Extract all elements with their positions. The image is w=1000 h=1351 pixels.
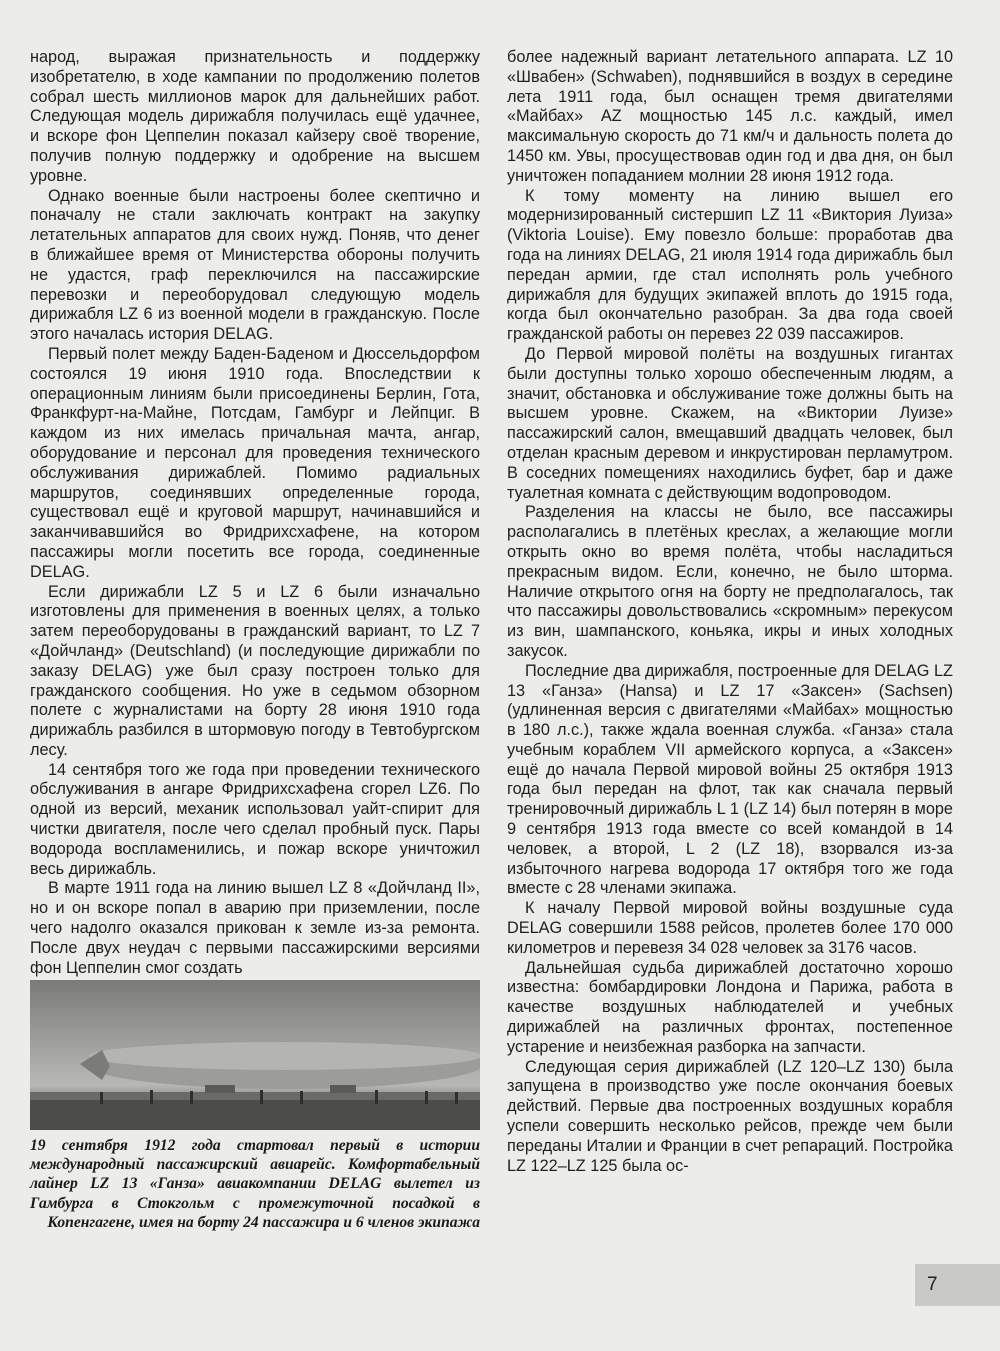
paragraph: Следующая серия дирижаблей (LZ 120–LZ 130) была запущена в производство уже после окончания боевых действий. Первые два построенных воздушных корабля успели совершить несколько рейсов, прежде чем были переданы Италии и Франции в счет репараций. Постройка LZ 122–LZ 125 была ос- [507, 1057, 953, 1175]
horizon [30, 1092, 480, 1100]
ground [30, 1098, 480, 1130]
right-column [507, 48, 953, 1176]
paragraph: народ, выражая признательность и поддержку изобретателю, в ходе кампании по продолжению полетов собрал шесть миллионов марок для дальнейших работ. Следующая модель дирижабля получилась ещё удачнее, и вскоре фон Цеппелин показал кайзеру своё творение, получив полную поддержку и одобрение на высшем уровне. [30, 48, 480, 185]
paragraph: Если дирижабли LZ 5 и LZ 6 были изначально изготовлены для применения в военных целях, а только затем переоборудованы в гражданский вариант, то LZ 7 «Дойчланд» (Deutschland) (и последующие дирижабли по заказу DELAG) уже был сразу построен только для гражданского сообщения. Но уже в седьмом обзорном полете с журналистами на борту 28 июня 1910 года дирижабль разбился в штормовую погоду в Тевтобургском лесу. [30, 582, 480, 759]
page-number: 7 [915, 1264, 1000, 1306]
airship-illustration [30, 980, 480, 1130]
gondola [330, 1085, 356, 1093]
gondola [205, 1085, 235, 1093]
paragraph: более надежный вариант летательного аппарата. LZ 10 «Швабен» (Schwaben), поднявшийся в воздух в середине лета 1911 года, был оснащен тремя двигателями «Майбах» AZ мощностью 145 л.с. каждый, имел максимальную скорость до 71 км/ч и дальность полета до 1450 км. Увы, просуществовав один год и два дня, он был уничтожен попаданием молнии 28 июня 1912 года. [507, 48, 953, 185]
paragraph: Последние два дирижабля, построенные для DELAG LZ 13 «Ганза» (Hansa) и LZ 17 «Заксен» (Sachsen) (удлиненная версия с двигателями «Майбах» мощностью в 180 л.с.), также ждала военная служба. «Ганза» стала учебным кораблем VII армейского корпуса, а «Заксен» ещё до начала Первой мировой войны 25 октября 1913 года был передан на флот, так как сначала первый тренировочный дирижабль L 1 (LZ 14) был потерян в море 9 сентября 1913 года вместе со всей командой в 14 человек, а второй, L 2 (LZ 18), взорвался из-за избыточного нагрева водорода 17 октября того же года вместе с 28 членами экипажа. [507, 661, 953, 898]
paragraph: Первый полет между Баден-Баденом и Дюссельдорфом состоялся 19 июня 1910 года. Впоследствии к операционным линиям были присоединены Берлин, Гота, Франкфурт-на-Майне, Потсдам, Гамбург и Лейпциг. В каждом из них имелась причальная мачта, ангар, оборудование и персонал для проведения технического обслуживания дирижаблей. Помимо радиальных маршрутов, соединявших определенные города, существовал ещё и круговой маршрут, начинавшийся и заканчивавшийся во Фридрихсхафене, на котором пассажиры могли посетить все города, соединенные DELAG. [30, 344, 480, 581]
paragraph: Дальнейшая судьба дирижаблей достаточно хорошо известна: бомбардировки Лондона и Парижа, работа в качестве воздушных наблюдателей и учебных дирижаблей на различных фронтах, постепенное устарение и неизбежная разборка на запчасти. [507, 958, 953, 1056]
photo-caption: 19 сентября 1912 года стартовал первый в истории международный пассажирский авиарейс. Комфортабельный лайнер LZ 13 «Ганза» авиакомпании DELAG вылетел из Гамбурга в Стокгольм с промежуточной посадкой в Копенгагене, имея на борту 24 пассажира и 6 членов экипажа [30, 1137, 480, 1231]
paragraph: Разделения на классы не было, все пассажиры располагались в плетёных креслах, а желающие могли открыть окно во время полёта, чтобы насладиться прекрасным видом. Если, конечно, не было шторма. Наличие открытого огня на борту не предполагалось, так что пассажиры довольствовались «скромным» перекусом из вин, шампанского, коньяка, икры и иных холодных закусок. [507, 503, 953, 660]
paragraph: К началу Первой мировой войны воздушные суда DELAG совершили 1588 рейсов, пролетев более 170 000 километров и перевезя 34 028 человек за 3176 часов. [507, 899, 953, 957]
paragraph: К тому моменту на линию вышел его модернизированный систершип LZ 11 «Виктория Луиза» (Viktoria Louise). Ему повезло больше: проработав два года на линиях DELAG, 21 июля 1914 года дирижабль был передан армии, где стал исполнять роль учебного дирижабля для будущих экипажей вплоть до 1915 года, когда был окончательно разобран. За два года своей гражданской работы он перевез 22 039 пассажиров. [507, 186, 953, 344]
paragraph: До Первой мировой полёты на воздушных гигантах были доступны только хорошо обеспеченным людям, а значит, обстановка и обслуживание тоже должны быть на высшем уровне. Скажем, на «Виктории Луизе» пассажирский салон, вмещавший двадцать человек, был отделан красным деревом и инкрустирован перламутром. В соседних помещениях находились буфет, бар и даже туалетная комната с действующим водопроводом. [507, 344, 953, 502]
paragraph: Однако военные были настроены более скептично и поначалу не стали заключать контракт на закупку летательных аппаратов для своих нужд. Поняв, что денег в ближайшее время от Министерства обороны получить не удастся, граф переключился на пассажирские перевозки и переоборудовал следующую модель дирижабля LZ 6 из военной модели в гражданскую. После этого началась история DELAG. [30, 186, 480, 344]
paragraph: В марте 1911 года на линию вышел LZ 8 «Дойчланд II», но и он вскоре попал в аварию при приземлении, после чего надолго оказался прикован к земле из-за ремонта. После двух неудач с первыми пассажирскими версиями фон Цеппелин смог создать [30, 879, 480, 977]
paragraph: 14 сентября того же года при проведении технического обслуживания в ангаре Фридрихсхафена сгорел LZ6. По одной из версий, механик использовал уайт-спирит для чистки двигателя, после чего сделал пробный пуск. Пары водорода воспламенились, и пожар вскоре уничтожил весь дирижабль. [30, 760, 480, 878]
airship-photo [30, 980, 480, 1130]
airship-highlight [89, 1042, 480, 1070]
left-column [30, 48, 480, 978]
